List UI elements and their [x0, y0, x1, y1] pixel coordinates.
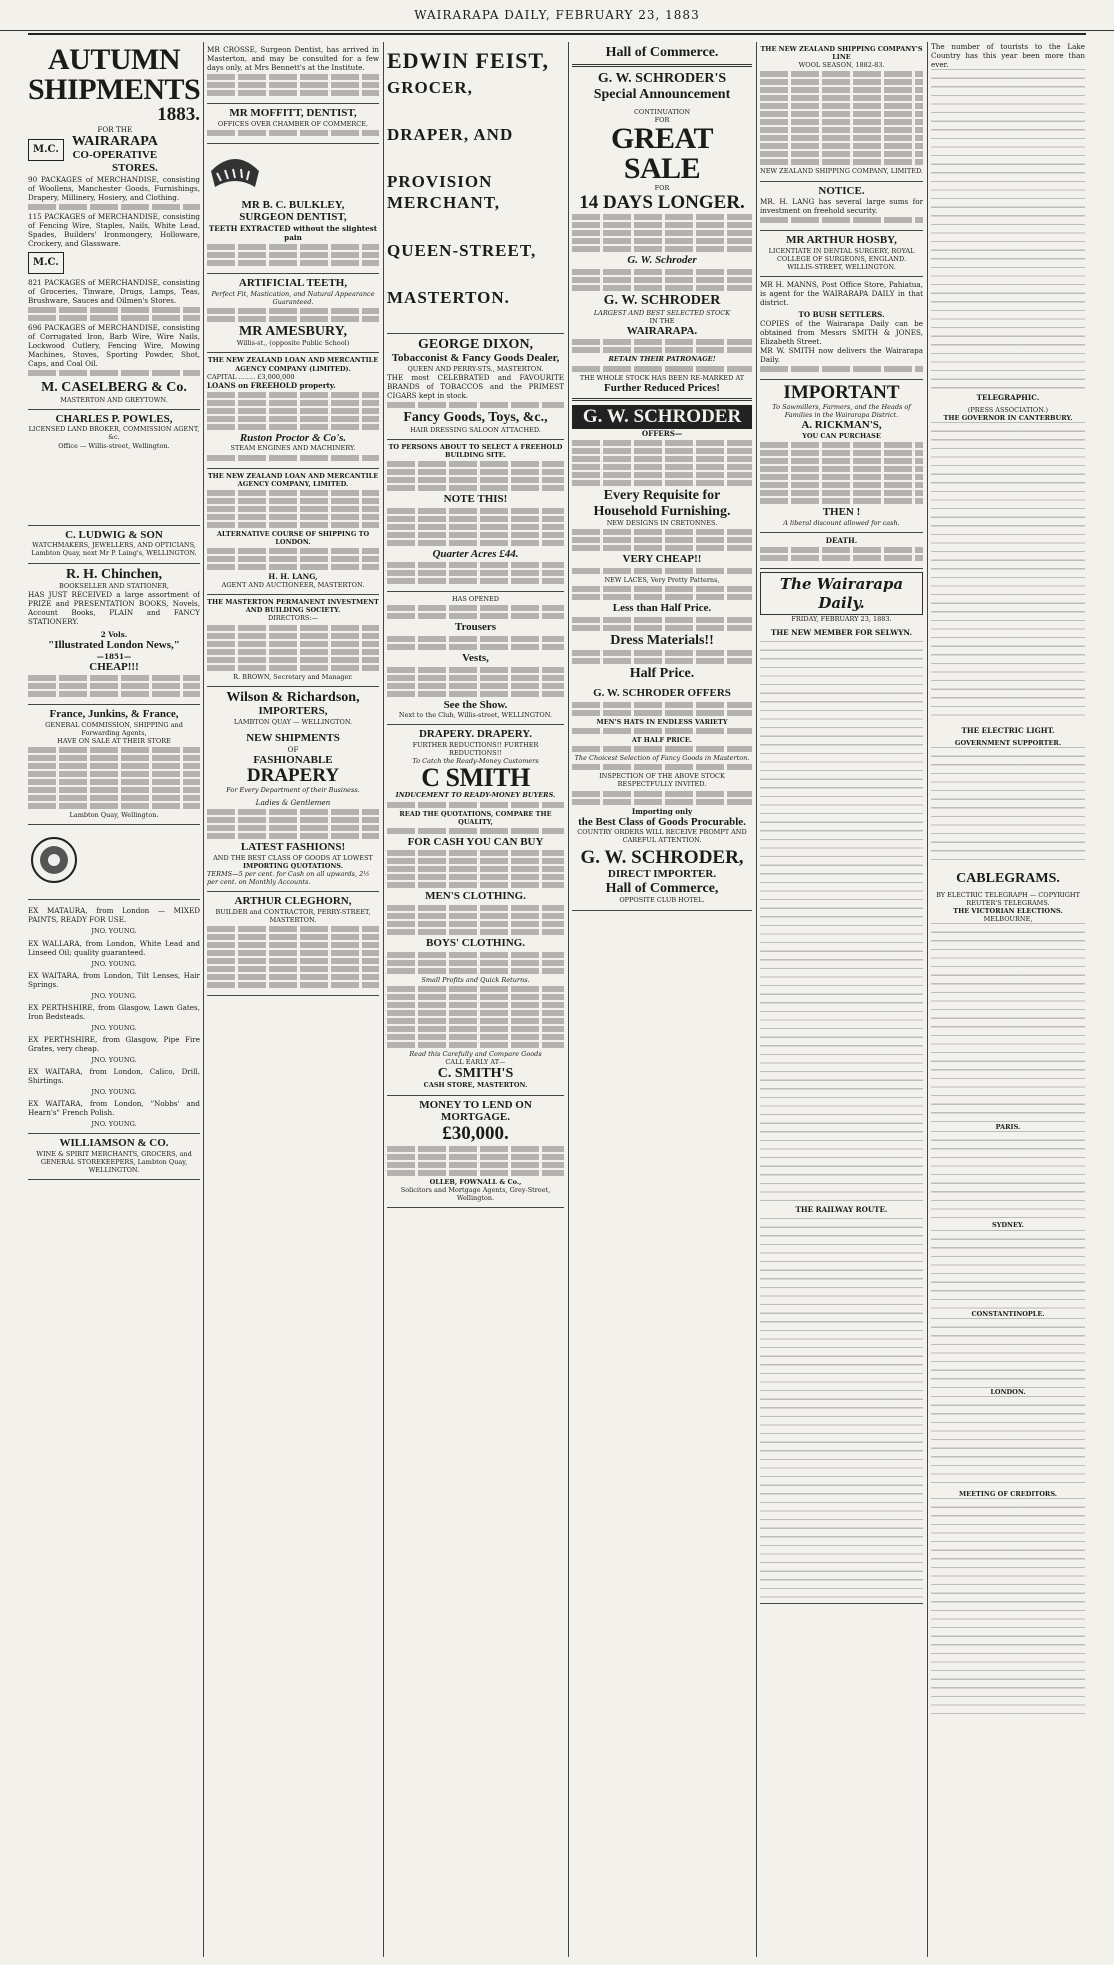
ad-line: NEW LACES, Very Pretty Patterns,	[604, 575, 720, 584]
ad-heading: THEN !	[822, 506, 861, 519]
ad-line: WILLIS-STREET, WELLINGTON.	[787, 263, 896, 272]
ad-heading: ARTHUR CLEGHORN,	[234, 895, 352, 908]
ad-line: Perfect Fit, Mastication, and Natural Appearance Guaranteed.	[211, 289, 375, 306]
article-subheading: MEETING OF CREDITORS.	[958, 1489, 1058, 1498]
ad-heading: Further Reduced Prices!	[604, 381, 720, 394]
ad-heading: R. H. Chinchen,	[65, 566, 163, 582]
ad-heading: GEORGE DIXON,	[417, 337, 534, 352]
article-text	[760, 1218, 923, 1598]
ad-heading: WAIRARAPA	[71, 133, 158, 149]
mc-logo: M.C.	[28, 139, 64, 162]
article-subheading: THE GOVERNOR IN CANTERBURY.	[943, 414, 1073, 423]
ad-heading: WILLIAMSON & CO.	[59, 1137, 169, 1150]
masthead	[0, 0, 1114, 31]
ad-line: Next to the Club, Willis-street, WELLINGTON.	[398, 711, 553, 720]
bulkley-ad	[207, 144, 379, 274]
ad-heading: AUTUMN	[48, 43, 180, 76]
ad-line: BOOKSELLER AND STATIONER,	[58, 581, 169, 590]
article-text	[931, 1396, 1085, 1486]
mc-logo: M.C.	[28, 252, 64, 275]
ad-line: WOOL SEASON, 1882-83.	[798, 61, 885, 70]
ludwig-ad	[28, 526, 200, 564]
ad-heading: "Illustrated London News,"	[48, 639, 180, 652]
ad-heading: MEN'S CLOTHING.	[425, 890, 526, 903]
article-subheading: BY ELECTRIC TELEGRAPH — COPYRIGHT	[936, 890, 1080, 899]
ad-line: Office — Willis-street, Wellington.	[58, 441, 170, 450]
ad-heading: GREAT SALE	[611, 122, 713, 186]
seal-icon	[28, 834, 80, 886]
young-item: EX WAITARA, from London, Calico, Drill, Shirtings.	[28, 1067, 200, 1086]
ad-heading: G. W. SCHRODER,	[580, 847, 744, 869]
france-ad	[28, 705, 200, 825]
ad-line: HAIR DRESSING SALOON ATTACHED.	[410, 425, 541, 434]
ad-line: HAS OPENED	[452, 595, 499, 604]
ad-line: CASH STORE, MASTERTON.	[423, 1081, 528, 1090]
ad-line: OF	[287, 744, 299, 754]
permanent-ad	[207, 595, 379, 687]
ad-line: MEN'S HATS IN ENDLESS VARIETY	[596, 717, 728, 726]
column-5	[760, 42, 923, 1957]
article-text	[931, 69, 1085, 389]
ad-line: FURTHER REDUCTIONS!! FURTHER REDUCTIONS!!	[412, 741, 539, 758]
ad-body: MR CROSSE, Surgeon Dentist, has arrived in Masterton, and may be consulted for a few days only, at Mrs Bennett's at the Institute.	[207, 45, 379, 72]
young-item: EX MATAURA, from London — MIXED PAINTS, READY FOR USE.	[28, 906, 200, 925]
article-subheading: MELBOURNE,	[983, 915, 1033, 924]
article-heading: THE ELECTRIC LIGHT.	[961, 726, 1055, 736]
ad-heading: Hall of Commerce.	[605, 45, 719, 60]
ad-heading: A. RICKMAN'S,	[801, 419, 882, 432]
column-rule	[203, 42, 204, 1957]
ad-heading: Dress Materials!!	[610, 632, 714, 648]
ad-line: GENERAL COMMISSION, SHIPPING and Forwarding Agents,	[45, 720, 183, 738]
ad-line: AND THE BEST CLASS OF GOODS AT LOWEST	[213, 853, 373, 862]
ad-heading: CO-OPERATIVE	[72, 149, 158, 162]
hosby-ad	[760, 231, 923, 277]
ad-heading: Vests,	[462, 651, 489, 664]
ad-line: CALL EARLY AT—	[445, 1057, 506, 1066]
ad-line: 2 Vols.	[100, 630, 128, 640]
ad-line: H. H. LANG,	[268, 572, 318, 582]
young-ads	[28, 900, 200, 1134]
ad-line: To Sawmillers, Farmers, and the Heads of Families in the Wairarapa District.	[772, 403, 911, 420]
ad-line: TO PERSONS ABOUT TO SELECT A FREEHOLD BUILDING SITE.	[388, 442, 563, 459]
ad-heading: Fancy Goods, Toys, &c.,	[403, 410, 548, 426]
article-heading: CABLEGRAMS.	[956, 871, 1060, 887]
ad-heading: C. LUDWIG & SON	[65, 528, 163, 541]
packages-text: 90 PACKAGES of MERCHANDISE, consisting of Woollens, Manchester Goods, Furnishings, Drapery, Millinery, Hosiery, and Clothing.	[28, 174, 200, 202]
feist-ad	[387, 42, 564, 334]
ad-line: IN THE	[649, 316, 675, 325]
ad-line: THE NEW ZEALAND LOAN AND MERCANTILE AGENCY COMPANY, LIMITED.	[207, 471, 379, 488]
ad-heading: Every Requisite for Household Furnishing.	[593, 488, 731, 519]
ad-heading: Hall of Commerce,	[605, 881, 719, 897]
ad-line: TO BUSH SETTLERS.	[798, 310, 885, 320]
ad-heading: 14 DAYS LONGER.	[579, 191, 745, 213]
article-text	[931, 923, 1085, 1123]
ad-heading: MASTERTON.	[387, 287, 510, 307]
ad-line: LAMBTON QUAY — WELLINGTON.	[233, 717, 353, 726]
ad-heading: Ruston Proctor & Co's.	[239, 431, 347, 444]
column-3	[387, 42, 564, 1957]
nzloan-ad	[207, 353, 379, 468]
young-signature: JNO. YOUNG.	[91, 1120, 137, 1129]
ad-heading: DRAPERY. DRAPERY.	[418, 728, 532, 741]
powles-ad	[28, 410, 200, 526]
column-rule	[568, 42, 569, 1957]
young-signature: JNO. YOUNG.	[91, 1088, 137, 1097]
ad-line: AGENT AND AUCTIONEER, MASTERTON.	[221, 581, 365, 590]
ad-line: LICENTIATE IN DENTAL SURGERY, ROYAL COLLEGE OF SURGEONS, ENGLAND.	[768, 246, 915, 263]
dentures-icon	[207, 151, 263, 193]
coop-stores-ad	[28, 42, 200, 410]
ad-heading: DRAPERY	[246, 765, 340, 787]
wilson-ad	[207, 687, 379, 893]
young-signature: JNO. YOUNG.	[91, 927, 137, 936]
young-item: EX WAITARA, from London, "Nobbs' and Hearn's" French Polish.	[28, 1099, 200, 1118]
ad-heading: FOR CASH YOU CAN BUY	[407, 835, 544, 848]
article-text	[931, 747, 1085, 867]
ad-line: FOR	[654, 116, 670, 125]
ad-heading: M. CASELBERG & Co.	[41, 380, 187, 396]
ad-body: COPIES of the Wairarapa Daily can be obtained from Messrs SMITH & JONES, Elizabeth Street.	[760, 319, 923, 347]
column-6	[931, 42, 1085, 1957]
ad-line: Willis-st., (opposite Public School)	[236, 339, 350, 348]
column-rule	[756, 42, 757, 1957]
ad-line: INSPECTION OF THE ABOVE STOCK RESPECTFULLY INVITED.	[599, 772, 725, 789]
article-subheading: REUTER'S TELEGRAMS.	[966, 898, 1050, 907]
ad-line: FOR	[654, 184, 670, 193]
ad-line: NEW DESIGNS IN CRETONNES.	[606, 519, 718, 528]
ad-heading: Quarter Acres £44.	[432, 547, 519, 560]
csmith-ad	[387, 725, 564, 1095]
masthead-title: WAIRARAPA DAILY, FEBRUARY 23, 1883	[414, 8, 700, 22]
packages-text: 821 PACKAGES of MERCHANDISE, consisting of Groceries, Tinware, Drugs, Lamps, Teas, Brushware, Sauces and Oilmen's Stores.	[28, 278, 200, 306]
article-subheading: PARIS.	[995, 1123, 1021, 1132]
ad-line: LOANS on FREEHOLD property.	[207, 380, 336, 390]
ad-line: THE WHOLE STOCK HAS BEEN RE-MARKED AT	[579, 373, 745, 382]
ad-heading: Wilson & Richardson,	[226, 689, 360, 705]
young-signature: JNO. YOUNG.	[91, 991, 137, 1000]
young-item: EX PERTHSHIRE, from Glasgow, Pipe Fire Grates, very cheap.	[28, 1034, 200, 1053]
manns-ad	[760, 277, 923, 380]
ad-heading: See the Show.	[443, 698, 508, 711]
ad-line: Lambton Quay, next Mr P. Laing's, WELLINGTON.	[31, 549, 197, 558]
ad-line: YOU CAN PURCHASE	[802, 431, 881, 440]
ad-line: DIRECTORS:—	[267, 614, 319, 623]
ad-line: A liberal discount allowed for cash.	[783, 518, 900, 527]
ad-heading: MR ARTHUR HOSBY,	[786, 234, 897, 247]
rickman-ad	[760, 380, 923, 533]
ad-line: IMPORTING QUOTATIONS.	[242, 861, 344, 870]
column-rule	[927, 42, 928, 1957]
article-subheading: CONSTANTINOPLE.	[971, 1309, 1045, 1318]
ad-line: Read this Carefully and Compare Goods	[409, 1049, 542, 1058]
ad-heading: NOTE THIS!	[443, 492, 508, 505]
ad-heading: FASHIONABLE	[253, 753, 333, 766]
ad-line: FOR THE	[97, 124, 133, 134]
ad-heading: Special Announcement	[593, 86, 731, 102]
ad-line: LICENSED LAND BROKER, COMMISSION AGENT, &c.	[28, 425, 200, 442]
article-text	[931, 1131, 1085, 1221]
ad-heading: the Best Class of Goods Procurable.	[578, 815, 746, 828]
ad-heading: DIRECT IMPORTER.	[607, 868, 717, 881]
column-4	[572, 42, 752, 1957]
article-subheading: LONDON.	[990, 1387, 1026, 1396]
ad-heading: CHEAP!!!	[89, 660, 139, 673]
williamson-ad	[28, 1134, 200, 1180]
ad-heading: STORES.	[111, 161, 158, 174]
ad-heading: DRAPER, AND	[387, 124, 514, 144]
crosse-ad	[207, 42, 379, 104]
ad-heading: SHIPMENTS	[28, 73, 200, 106]
ad-line: COUNTRY ORDERS WILL RECEIVE PROMPT AND CAREFUL ATTENTION.	[577, 828, 747, 845]
ad-line: Lambton Quay, Wellington.	[69, 811, 159, 820]
article-text	[931, 1230, 1085, 1310]
ad-heading: Trousers	[454, 621, 497, 634]
ad-body: MR W. SMITH now delivers the Wairarapa Daily.	[760, 346, 923, 365]
ad-heading: G. W. SCHRODER	[572, 405, 752, 429]
schroder-ad	[572, 42, 752, 911]
ad-heading: G. W. SCHRODER	[603, 293, 721, 309]
ad-heading: Half Price.	[629, 665, 695, 681]
chinchen-ad	[28, 564, 200, 706]
ad-line: OLLEB, FOWNALL & Co.,	[429, 1177, 522, 1186]
masthead-rule	[28, 33, 1086, 35]
ad-heading: C SMITH	[421, 763, 530, 793]
article-text	[931, 1318, 1085, 1388]
ad-line: TERMS—5 per cent. for Cash on all upwards, 2½ per cent. on Monthly Accounts.	[207, 870, 370, 887]
news-body: The number of tourists to the Lake Country has this year been more than ever.	[931, 42, 1085, 69]
editorial	[760, 569, 923, 1604]
ad-heading: WAIRARAPA.	[626, 324, 698, 337]
ad-line: HAVE ON SALE AT THEIR STORE	[57, 737, 171, 746]
ad-line: THE NEW ZEALAND LOAN AND MERCANTILE AGENCY COMPANY (LIMITED).	[207, 356, 379, 373]
ad-heading: EDWIN FEIST,	[387, 48, 549, 73]
ad-heading: NOTICE.	[818, 184, 865, 197]
ad-line: THE NEW ZEALAND SHIPPING COMPANY'S LINE	[760, 45, 923, 62]
ad-body: MR. H. LANG has several large sums for investment on freehold security.	[760, 197, 923, 216]
ad-line: Ladies & Gentlemen	[255, 798, 331, 808]
column-2	[207, 42, 379, 1957]
moffitt-ad	[207, 104, 379, 144]
ad-line: BUILDER and CONTRACTOR, PERRY-STREET, MASTERTON.	[215, 908, 371, 925]
ad-heading: Less than Half Price.	[612, 601, 712, 614]
article-subheading: SYDNEY.	[992, 1221, 1024, 1230]
notice-ad	[760, 182, 923, 232]
ad-line: WINE & SPIRIT MERCHANTS, GROCERS, and GENERAL STOREKEEPERS, Lambton Quay, WELLINGTON.	[36, 1149, 192, 1175]
ad-line: OFFICES OVER CHAMBER OF COMMERCE.	[217, 119, 369, 128]
ad-heading: NEW SHIPMENTS	[246, 731, 340, 744]
building-site-ad	[387, 440, 564, 593]
ad-heading: £30,000.	[442, 1122, 509, 1144]
ad-line: CONTINUATION	[633, 108, 691, 117]
ad-heading: MR MOFFITT, DENTIST,	[229, 107, 357, 119]
ad-year: 1883.	[157, 104, 200, 125]
ad-line: MASTERTON AND GREYTOWN.	[60, 395, 168, 404]
ad-heading: G. W. Schroder	[627, 254, 697, 267]
ad-line: TEETH EXTRACTED without the slightest pain	[208, 224, 378, 243]
ad-heading: GROCER,	[387, 77, 473, 97]
trousers-ad	[387, 592, 564, 725]
article-text	[931, 422, 1085, 722]
ad-heading: PROVISION MERCHANT,	[387, 172, 501, 213]
ad-heading: G. W. SCHRODER OFFERS	[593, 687, 731, 700]
cleghorn-ad	[207, 892, 379, 996]
ad-heading: IMPORTANT	[783, 382, 900, 404]
young-item: EX PERTHSHIRE, from Glasgow, Lawn Gates, Iron Bedsteads.	[28, 1002, 200, 1021]
young-signature: JNO. YOUNG.	[91, 959, 137, 968]
ad-heading: MR AMESBURY,	[239, 323, 347, 339]
young-signature: JNO. YOUNG.	[91, 1023, 137, 1032]
article-text	[760, 641, 923, 1201]
column-1	[28, 42, 200, 1957]
ad-body: MR H. MANNS, Post Office Store, Pahiatua, is agent for the WAIRARAPA DAILY in that district.	[760, 280, 923, 308]
ad-line: Importing only	[631, 806, 693, 816]
article-subheading: (PRESS ASSOCIATION.)	[967, 406, 1049, 414]
ad-line: OPPOSITE CLUB HOTEL.	[619, 896, 705, 905]
ad-body: HAS JUST RECEIVED a large assortment of PRIZE and PRESENTATION BOOKS, Novels, Account Books, PLAIN and FANCY STATIONERY.	[28, 590, 200, 627]
ad-line: QUEEN AND PERRY-STS., MASTERTON.	[407, 365, 544, 374]
ad-line: —1851—	[96, 651, 132, 661]
ad-heading: CHARLES P. POWLES,	[55, 412, 173, 425]
ad-line: AT HALF PRICE.	[631, 736, 693, 745]
ad-heading: MONEY TO LEND ON MORTGAGE.	[419, 1098, 532, 1124]
ad-line: R. BROWN, Secretary and Manager.	[233, 672, 353, 681]
ad-heading: IMPORTERS,	[258, 705, 328, 718]
article-heading: THE RAILWAY ROUTE.	[795, 1204, 888, 1214]
ad-body: THE most CELEBRATED and FAVOURITE BRANDS of TOBACCOS and the PRIMEST CIGARS kept in stock.	[387, 373, 564, 401]
ad-line: For Every Department of their Business.	[226, 786, 360, 795]
ad-line: READ THE QUOTATIONS, COMPARE THE QUALITY,	[399, 809, 552, 826]
news-column	[931, 42, 1085, 1718]
young-item: EX WALLARA, from London, White Lead and Linseed Oil; quality guaranteed.	[28, 938, 200, 957]
ad-line: DEATH.	[825, 535, 858, 545]
paper-date: FRIDAY, FEBRUARY 23, 1883.	[791, 615, 892, 624]
dixon-ad	[387, 334, 564, 440]
article-heading: THE NEW MEMBER FOR SELWYN.	[770, 627, 913, 637]
ad-heading: ARTIFICIAL TEETH,	[238, 277, 348, 290]
ad-heading: QUEEN-STREET,	[387, 240, 537, 260]
ad-heading: MR B. C. BULKLEY,	[241, 198, 345, 211]
ad-line: The Choicest Selection of Fancy Goods in Masterton.	[574, 754, 750, 763]
article-text	[931, 1498, 1085, 1718]
ad-line: NEW ZEALAND SHIPPING COMPANY, LIMITED.	[760, 167, 923, 176]
ad-line: Solicitors and Mortgage Agents, Grey-Street, Wellington.	[400, 1185, 551, 1203]
article-heading: TELEGRAPHIC.	[976, 393, 1040, 402]
money-ad	[387, 1096, 564, 1209]
ad-line: To Catch the Ready-Money Customers	[412, 757, 539, 766]
column-rule	[383, 42, 384, 1957]
ad-heading: C. SMITH'S	[437, 1066, 514, 1082]
ad-line: OFFERS—	[641, 429, 683, 439]
young-item: EX WAITARA, from London, Tilt Lenses, Hair Springs.	[28, 970, 200, 989]
death-notice	[760, 533, 923, 569]
ad-line: WATCHMAKERS, JEWELLERS, AND OPTICIANS,	[32, 541, 196, 550]
seal-ad	[28, 825, 200, 900]
ad-heading: G. W. SCHRODER'S	[597, 71, 727, 87]
ad-line: RETAIN THEIR PATRONAGE!	[608, 355, 716, 364]
ad-line: INDUCEMENT TO READY-MONEY BUYERS.	[395, 791, 556, 800]
nzloan2-ad	[207, 469, 379, 596]
ad-line: CAPITAL ........ £3,000,000	[207, 372, 295, 381]
ad-line: LARGEST AND BEST SELECTED STOCK	[593, 308, 731, 317]
ad-line: Small Profits and Quick Returns.	[421, 975, 530, 984]
ad-line: STEAM ENGINES AND MACHINERY.	[230, 444, 356, 453]
ad-heading: France, Junkins, & France,	[49, 708, 179, 721]
ad-heading: VERY CHEAP!!	[622, 553, 702, 566]
packages-text: 115 PACKAGES of MERCHANDISE, consisting of Fencing Wire, Staples, Nails, White Lead, Spades, Builders' Ironmongery, Holloware, Crockery, and Glassware.	[28, 211, 200, 248]
young-signature: JNO. YOUNG.	[91, 1055, 137, 1064]
packages-text: 696 PACKAGES of MERCHANDISE, consisting of Corrugated Iron, Barb Wire, Wire Nails, Lockwood Cutlery, Fencing Wire, Mowing Machines, Stoves, Sporting Powder, Shot, Caps, and Coal Oil.	[28, 323, 200, 369]
ad-heading: BOYS' CLOTHING.	[425, 937, 526, 950]
paper-title: The Wairarapa Daily.	[760, 572, 923, 616]
ad-line: THE MASTERTON PERMANENT INVESTMENT AND BUILDING SOCIETY.	[207, 598, 379, 615]
ad-heading: SURGEON DENTIST,	[239, 211, 347, 224]
article-subheading: THE VICTORIAN ELECTIONS.	[953, 907, 1063, 916]
amesbury-ad	[207, 274, 379, 353]
shipping-ad	[760, 42, 923, 182]
ad-heading: Tobacconist & Fancy Goods Dealer,	[391, 352, 560, 365]
article-subheading: GOVERNMENT SUPPORTER.	[954, 739, 1062, 748]
ad-line: ALTERNATIVE COURSE OF SHIPPING TO LONDON.	[216, 529, 370, 546]
ad-heading: LATEST FASHIONS!	[240, 841, 346, 854]
